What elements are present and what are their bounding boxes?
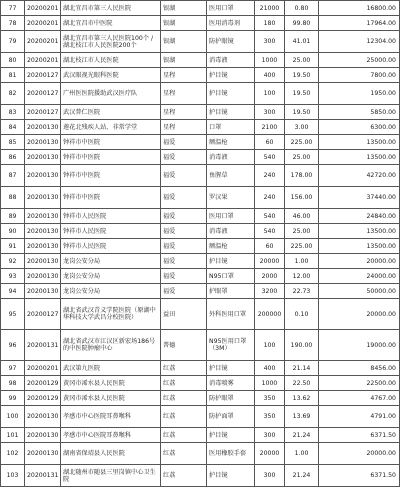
unit-price-cell: 21.14 — [285, 361, 319, 376]
item-name-cell: 消毒喷雾 — [207, 376, 255, 391]
donation-date-cell: 20200127 — [25, 68, 61, 83]
item-name-cell: 防护眼镜 — [207, 31, 255, 53]
donation-date-cell: 20200130 — [25, 150, 61, 165]
donation-date-cell: 20200201 — [25, 361, 61, 376]
donation-date-cell: 20200130 — [25, 187, 61, 209]
quantity-cell: 100 — [255, 83, 285, 105]
donation-date-cell: 20200130 — [25, 406, 61, 428]
item-name-cell: 医用消毒剂 — [207, 16, 255, 31]
donation-date-cell: 20200131 — [25, 330, 61, 361]
donation-date-cell: 20200129 — [25, 391, 61, 406]
donation-date-cell: 20200127 — [25, 83, 61, 105]
quantity-cell: 1000 — [255, 53, 285, 68]
item-name-cell: 医用口罩 — [207, 1, 255, 16]
table-row — [1, 68, 400, 83]
table-row — [1, 376, 400, 391]
row-index-cell: 100 — [1, 406, 25, 428]
quantity-cell: 300 — [255, 31, 285, 53]
table-row — [1, 105, 400, 120]
quantity-cell: 60 — [255, 239, 285, 254]
row-index-cell: 81 — [1, 68, 25, 83]
recipient-name-cell: 莲花北残疾人站、非常学堂 — [61, 120, 161, 135]
quantity-cell: 100 — [255, 330, 285, 361]
quantity-cell: 540 — [255, 224, 285, 239]
table-row — [1, 120, 400, 135]
table-row — [1, 254, 400, 269]
donor-name-cell: 福爱 — [161, 187, 207, 209]
donor-name-cell: 银湖 — [161, 1, 207, 16]
unit-price-cell: 178.00 — [285, 165, 319, 187]
unit-price-cell: 46.00 — [285, 209, 319, 224]
total-amount-cell: 6300.00 — [319, 120, 400, 135]
table-row — [1, 16, 400, 31]
item-name-cell: 护眼罩 — [207, 284, 255, 299]
row-index-cell: 92 — [1, 254, 25, 269]
row-index-cell: 86 — [1, 150, 25, 165]
donation-date-cell: 20200130 — [25, 120, 61, 135]
donor-name-cell: 红荔 — [161, 391, 207, 406]
donation-date-cell: 20200130 — [25, 224, 61, 239]
item-name-cell: 口罩 — [207, 120, 255, 135]
table-row — [1, 361, 400, 376]
table-row — [1, 165, 400, 187]
recipient-name-cell: 钟祥市中医院 — [61, 135, 161, 150]
row-index-cell: 99 — [1, 391, 25, 406]
recipient-name-cell: 湖北省武汉青义学院医院（原湖中华科技大学武昌分校医院） — [61, 299, 161, 330]
recipient-name-cell: 湖北枝江市人民医院 — [61, 53, 161, 68]
donation-date-cell: 20200130 — [25, 135, 61, 150]
unit-price-cell: 25.00 — [285, 224, 319, 239]
total-amount-cell: 13500.00 — [319, 135, 400, 150]
donor-name-cell: 福爱 — [161, 254, 207, 269]
quantity-cell: 240 — [255, 187, 285, 209]
table-row — [1, 443, 400, 465]
donation-date-cell: 20200130 — [25, 443, 61, 465]
donor-name-cell: 红荔 — [161, 406, 207, 428]
donor-name-cell: 红荔 — [161, 428, 207, 443]
total-amount-cell: 1950.00 — [319, 83, 400, 105]
total-amount-cell: 12304.00 — [319, 31, 400, 53]
row-index-cell: 102 — [1, 443, 25, 465]
unit-price-cell: 99.80 — [285, 16, 319, 31]
row-index-cell: 80 — [1, 53, 25, 68]
quantity-cell: 350 — [255, 391, 285, 406]
donor-name-cell: 星程 — [161, 105, 207, 120]
recipient-name-cell: 湖北宜昌市第三人民医院100个 / 湖北枝江市人民医院200个 — [61, 31, 161, 53]
donation-date-cell: 20200201 — [25, 31, 61, 53]
total-amount-cell: 13500.00 — [319, 224, 400, 239]
row-index-cell: 103 — [1, 465, 25, 487]
table-row — [1, 284, 400, 299]
donation-date-cell: 20200130 — [25, 165, 61, 187]
unit-price-cell: 225.00 — [285, 135, 319, 150]
total-amount-cell: 6371.50 — [319, 428, 400, 443]
unit-price-cell: 1.00 — [285, 254, 319, 269]
item-name-cell: N95口罩 — [207, 269, 255, 284]
unit-price-cell: 21.24 — [285, 428, 319, 443]
unit-price-cell: 21.24 — [285, 465, 319, 487]
table-body — [1, 1, 400, 487]
donor-name-cell: 红荔 — [161, 443, 207, 465]
recipient-name-cell: 湖北宜昌市第三人民医院 — [61, 1, 161, 16]
unit-price-cell: 156.00 — [285, 187, 319, 209]
table-row — [1, 428, 400, 443]
table-row — [1, 150, 400, 165]
recipient-name-cell: 孝感市中心医院耳鼻喉科 — [61, 406, 161, 428]
item-name-cell: 护目镜 — [207, 428, 255, 443]
unit-price-cell: 19.50 — [285, 83, 319, 105]
donation-date-cell: 20200129 — [25, 376, 61, 391]
total-amount-cell: 5850.00 — [319, 105, 400, 120]
table-row — [1, 187, 400, 209]
table-row — [1, 239, 400, 254]
quantity-cell: 1000 — [255, 376, 285, 391]
donor-name-cell: 普德 — [161, 330, 207, 361]
quantity-cell: 400 — [255, 361, 285, 376]
table-row — [1, 83, 400, 105]
total-amount-cell: 50000.00 — [319, 284, 400, 299]
donation-date-cell: 20200130 — [25, 269, 61, 284]
total-amount-cell: 4767.00 — [319, 391, 400, 406]
table-row — [1, 391, 400, 406]
item-name-cell: 罗汉果 — [207, 187, 255, 209]
donation-date-cell: 20200201 — [25, 53, 61, 68]
item-name-cell: 外科医用口罩 — [207, 299, 255, 330]
row-index-cell: 93 — [1, 269, 25, 284]
donation-date-cell: 20200130 — [25, 254, 61, 269]
row-index-cell: 101 — [1, 428, 25, 443]
unit-price-cell: 12.00 — [285, 269, 319, 284]
item-name-cell: 防护面罩 — [207, 406, 255, 428]
row-index-cell: 90 — [1, 224, 25, 239]
unit-price-cell: 225.00 — [285, 239, 319, 254]
donor-name-cell: 福爱 — [161, 239, 207, 254]
donation-date-cell: 20200127 — [25, 105, 61, 120]
donation-date-cell: 20200130 — [25, 239, 61, 254]
table-row — [1, 330, 400, 361]
recipient-name-cell: 孝感市中心医院耳鼻喉科 — [61, 428, 161, 443]
unit-price-cell: 22.73 — [285, 284, 319, 299]
donor-name-cell: 星程 — [161, 68, 207, 83]
recipient-name-cell: 龙岗公安分局 — [61, 284, 161, 299]
total-amount-cell: 42720.00 — [319, 165, 400, 187]
quantity-cell: 180 — [255, 16, 285, 31]
recipient-name-cell: 钟祥市中医院 — [61, 187, 161, 209]
unit-price-cell: 19.50 — [285, 105, 319, 120]
table-row — [1, 31, 400, 53]
item-name-cell: 护目镜 — [207, 254, 255, 269]
total-amount-cell: 17964.00 — [319, 16, 400, 31]
unit-price-cell: 0.10 — [285, 299, 319, 330]
recipient-name-cell: 武汉眼视光眼科医院 — [61, 68, 161, 83]
row-index-cell: 82 — [1, 83, 25, 105]
donor-name-cell: 福爱 — [161, 284, 207, 299]
recipient-name-cell: 钟祥市中医院 — [61, 165, 161, 187]
total-amount-cell: 19000.00 — [319, 330, 400, 361]
recipient-name-cell: 黄冈市浠水县人民医院 — [61, 391, 161, 406]
recipient-name-cell: 钟祥市人民医院 — [61, 209, 161, 224]
donation-date-cell: 20200130 — [25, 428, 61, 443]
item-name-cell: 护目镜 — [207, 361, 255, 376]
table-row — [1, 224, 400, 239]
table-row — [1, 135, 400, 150]
donation-date-cell: 20200201 — [25, 16, 61, 31]
recipient-name-cell: 湖北省武汉市江汉区新宏场186号的中医院肿瘤中心 — [61, 330, 161, 361]
recipient-name-cell: 龙岗公安分局 — [61, 254, 161, 269]
recipient-name-cell: 广州医医院援助武汉医疗队 — [61, 83, 161, 105]
item-name-cell: 医用口罩 — [207, 209, 255, 224]
donor-name-cell: 红荔 — [161, 361, 207, 376]
row-index-cell: 96 — [1, 330, 25, 361]
donor-name-cell: 益田 — [161, 299, 207, 330]
unit-price-cell: 190.00 — [285, 330, 319, 361]
recipient-name-cell: 湖南省保靖县人民医院 — [61, 443, 161, 465]
unit-price-cell: 0.80 — [285, 1, 319, 16]
row-index-cell: 79 — [1, 31, 25, 53]
table-row — [1, 269, 400, 284]
quantity-cell: 300 — [255, 105, 285, 120]
total-amount-cell: 7800.00 — [319, 68, 400, 83]
quantity-cell: 240 — [255, 165, 285, 187]
item-name-cell: 消毒液 — [207, 224, 255, 239]
donation-date-cell: 20200131 — [25, 465, 61, 487]
recipient-name-cell: 龙岗公安分局 — [61, 269, 161, 284]
total-amount-cell: 37440.00 — [319, 187, 400, 209]
donor-name-cell: 福爱 — [161, 224, 207, 239]
quantity-cell: 20000 — [255, 443, 285, 465]
quantity-cell: 540 — [255, 209, 285, 224]
total-amount-cell: 6371.50 — [319, 465, 400, 487]
row-index-cell: 89 — [1, 209, 25, 224]
donor-name-cell: 星程 — [161, 120, 207, 135]
unit-price-cell: 25.00 — [285, 150, 319, 165]
recipient-name-cell: 武汉普仁医院 — [61, 105, 161, 120]
quantity-cell: 3200 — [255, 284, 285, 299]
recipient-name-cell: 湖北随州市随县三里岗镇中心卫生院 — [61, 465, 161, 487]
quantity-cell: 300 — [255, 465, 285, 487]
item-name-cell: 鱼腥草 — [207, 165, 255, 187]
quantity-cell: 400 — [255, 68, 285, 83]
donor-name-cell: 银湖 — [161, 31, 207, 53]
table-row — [1, 209, 400, 224]
table-row — [1, 406, 400, 428]
quantity-cell: 200000 — [255, 299, 285, 330]
total-amount-cell: 24840.00 — [319, 209, 400, 224]
quantity-cell: 60 — [255, 135, 285, 150]
total-amount-cell: 8456.00 — [319, 361, 400, 376]
unit-price-cell: 13.69 — [285, 406, 319, 428]
quantity-cell: 300 — [255, 428, 285, 443]
donor-name-cell: 福爱 — [161, 209, 207, 224]
total-amount-cell: 13500.00 — [319, 150, 400, 165]
total-amount-cell: 4791.00 — [319, 406, 400, 428]
unit-price-cell: 19.50 — [285, 68, 319, 83]
recipient-name-cell: 钟祥市中医院 — [61, 150, 161, 165]
row-index-cell: 91 — [1, 239, 25, 254]
total-amount-cell: 24000.00 — [319, 269, 400, 284]
donation-date-cell: 20200201 — [25, 1, 61, 16]
row-index-cell: 95 — [1, 299, 25, 330]
row-index-cell: 88 — [1, 187, 25, 209]
recipient-name-cell: 黄冈市浠水县人民医院 — [61, 376, 161, 391]
unit-price-cell: 1.00 — [285, 443, 319, 465]
total-amount-cell: 22500.00 — [319, 376, 400, 391]
item-name-cell: 消毒液 — [207, 150, 255, 165]
quantity-cell: 2100 — [255, 120, 285, 135]
donor-name-cell: 红荔 — [161, 376, 207, 391]
total-amount-cell: 20000.00 — [319, 443, 400, 465]
quantity-cell: 350 — [255, 406, 285, 428]
donor-name-cell: 福爱 — [161, 165, 207, 187]
total-amount-cell: 20000.00 — [319, 299, 400, 330]
row-index-cell: 83 — [1, 105, 25, 120]
item-name-cell: 护目镜 — [207, 68, 255, 83]
item-name-cell: 额温枪 — [207, 239, 255, 254]
table-row — [1, 299, 400, 330]
unit-price-cell: 13.62 — [285, 391, 319, 406]
unit-price-cell: 3.00 — [285, 120, 319, 135]
recipient-name-cell: 钟祥市人民医院 — [61, 239, 161, 254]
item-name-cell: 额温枪 — [207, 135, 255, 150]
item-name-cell: 医用橡胶手套 — [207, 443, 255, 465]
quantity-cell: 20000 — [255, 254, 285, 269]
unit-price-cell: 25.00 — [285, 53, 319, 68]
row-index-cell: 85 — [1, 135, 25, 150]
quantity-cell: 2000 — [255, 269, 285, 284]
donation-date-cell: 20200130 — [25, 209, 61, 224]
row-index-cell: 77 — [1, 1, 25, 16]
table-row — [1, 465, 400, 487]
quantity-cell: 540 — [255, 150, 285, 165]
item-name-cell: 护目镜 — [207, 465, 255, 487]
row-index-cell: 84 — [1, 120, 25, 135]
table-row — [1, 53, 400, 68]
donation-date-cell: 20200130 — [25, 284, 61, 299]
donor-name-cell: 福爱 — [161, 135, 207, 150]
row-index-cell: 94 — [1, 284, 25, 299]
recipient-name-cell: 湖北宜昌市中医院 — [61, 16, 161, 31]
item-name-cell: 护目镜 — [207, 105, 255, 120]
item-name-cell: 护目镜 — [207, 83, 255, 105]
row-index-cell: 87 — [1, 165, 25, 187]
item-name-cell: N95医用口罩（3M） — [207, 330, 255, 361]
row-index-cell: 98 — [1, 376, 25, 391]
donor-name-cell: 福爱 — [161, 269, 207, 284]
donor-name-cell: 星程 — [161, 83, 207, 105]
unit-price-cell: 41.01 — [285, 31, 319, 53]
row-index-cell: 78 — [1, 16, 25, 31]
total-amount-cell: 25000.00 — [319, 53, 400, 68]
donor-name-cell: 福爱 — [161, 150, 207, 165]
total-amount-cell: 20000.00 — [319, 254, 400, 269]
item-name-cell: 防护眼罩 — [207, 391, 255, 406]
table-row — [1, 1, 400, 16]
recipient-name-cell: 武汉第九医院 — [61, 361, 161, 376]
total-amount-cell: 16800.00 — [319, 1, 400, 16]
quantity-cell: 21000 — [255, 1, 285, 16]
row-index-cell: 97 — [1, 361, 25, 376]
donation-date-cell: 20200127 — [25, 299, 61, 330]
donor-name-cell: 银湖 — [161, 53, 207, 68]
donor-name-cell: 红荔 — [161, 465, 207, 487]
unit-price-cell: 22.50 — [285, 376, 319, 391]
total-amount-cell: 13500.00 — [319, 239, 400, 254]
donor-name-cell: 银湖 — [161, 16, 207, 31]
recipient-name-cell: 钟祥市人民医院 — [61, 224, 161, 239]
item-name-cell: 消毒液 — [207, 53, 255, 68]
